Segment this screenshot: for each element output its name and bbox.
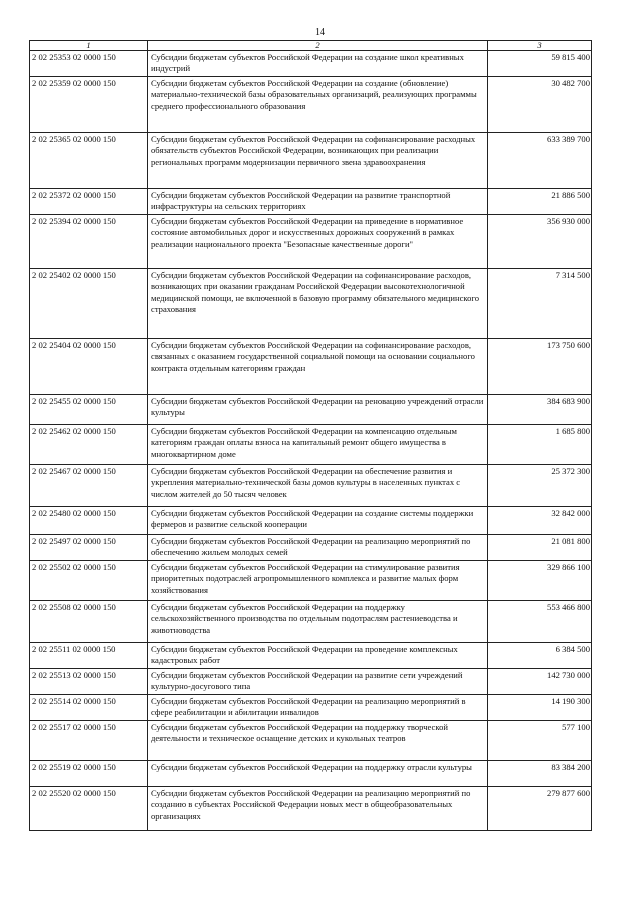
amount-cell: 633 389 700 bbox=[488, 133, 592, 189]
amount-cell: 329 866 100 bbox=[488, 561, 592, 601]
table-row bbox=[30, 643, 592, 669]
amount-cell: 577 100 bbox=[488, 721, 592, 761]
amount-cell: 21 886 500 bbox=[488, 189, 592, 215]
code-cell: 2 02 25455 02 0000 150 bbox=[30, 395, 148, 425]
code-cell: 2 02 25513 02 0000 150 bbox=[30, 669, 148, 695]
name-cell: Субсидии бюджетам субъектов Российской Федерации на реализацию мероприятий по созданию в субъектах Российской Федерации новых мест в общеобразовательных организациях bbox=[148, 787, 488, 831]
table-row bbox=[30, 561, 592, 601]
name-cell: Субсидии бюджетам субъектов Российской Федерации на создание (обновление) материально-технической базы образовательных организаций, реализующих программы среднего профессионального образования bbox=[148, 77, 488, 133]
header-row bbox=[30, 41, 592, 51]
name-cell: Субсидии бюджетам субъектов Российской Федерации на софинансирование расходов, возникающих при оказании гражданам Российской Федерации высокотехнологичной медицинской помощи, не включенной в базовую программу обязательного медицинского страхования bbox=[148, 269, 488, 339]
table-row bbox=[30, 695, 592, 721]
page-number: 14 bbox=[315, 27, 325, 38]
code-cell: 2 02 25404 02 0000 150 bbox=[30, 339, 148, 395]
table-row bbox=[30, 133, 592, 189]
name-cell: Субсидии бюджетам субъектов Российской Федерации на проведение комплексных кадастровых работ bbox=[148, 643, 488, 669]
amount-cell: 384 683 900 bbox=[488, 395, 592, 425]
name-cell: Субсидии бюджетам субъектов Российской Федерации на реализацию мероприятий в сфере реабилитации и абилитации инвалидов bbox=[148, 695, 488, 721]
code-cell: 2 02 25372 02 0000 150 bbox=[30, 189, 148, 215]
name-cell: Субсидии бюджетам субъектов Российской Федерации на софинансирование расходов, связанных с оказанием государственной социальной помощи на основании социального контракта отдельным категориям граждан bbox=[148, 339, 488, 395]
name-cell: Субсидии бюджетам субъектов Российской Федерации на стимулирование развития приоритетных подотраслей агропромышленного комплекса и развитие малых форм хозяйствования bbox=[148, 561, 488, 601]
code-cell: 2 02 25462 02 0000 150 bbox=[30, 425, 148, 465]
table-row bbox=[30, 215, 592, 269]
table-row bbox=[30, 339, 592, 395]
code-cell: 2 02 25497 02 0000 150 bbox=[30, 535, 148, 561]
amount-cell: 1 685 800 bbox=[488, 425, 592, 465]
amount-cell: 173 750 600 bbox=[488, 339, 592, 395]
code-cell: 2 02 25365 02 0000 150 bbox=[30, 133, 148, 189]
table-row bbox=[30, 761, 592, 787]
code-cell: 2 02 25402 02 0000 150 bbox=[30, 269, 148, 339]
amount-cell: 83 384 200 bbox=[488, 761, 592, 787]
table-row bbox=[30, 787, 592, 831]
name-cell: Субсидии бюджетам субъектов Российской Федерации на приведение в нормативное состояние автомобильных дорог и искусственных дорожных сооружений в рамках реализации национального проекта "Безопасные качественные дороги" bbox=[148, 215, 488, 269]
column-header-amount: 3 bbox=[488, 41, 592, 51]
table-row bbox=[30, 425, 592, 465]
table-row bbox=[30, 721, 592, 761]
amount-cell: 142 730 000 bbox=[488, 669, 592, 695]
code-cell: 2 02 25467 02 0000 150 bbox=[30, 465, 148, 507]
code-cell: 2 02 25520 02 0000 150 bbox=[30, 787, 148, 831]
column-header-code: 1 bbox=[30, 41, 148, 51]
code-cell: 2 02 25511 02 0000 150 bbox=[30, 643, 148, 669]
code-cell: 2 02 25353 02 0000 150 bbox=[30, 51, 148, 77]
name-cell: Субсидии бюджетам субъектов Российской Федерации на развитие транспортной инфраструктуры на сельских территориях bbox=[148, 189, 488, 215]
code-cell: 2 02 25508 02 0000 150 bbox=[30, 601, 148, 643]
code-cell: 2 02 25480 02 0000 150 bbox=[30, 507, 148, 535]
table-row bbox=[30, 669, 592, 695]
code-cell: 2 02 25502 02 0000 150 bbox=[30, 561, 148, 601]
code-cell: 2 02 25517 02 0000 150 bbox=[30, 721, 148, 761]
name-cell: Субсидии бюджетам субъектов Российской Федерации на создание системы поддержки фермеров и развитие сельской кооперации bbox=[148, 507, 488, 535]
name-cell: Субсидии бюджетам субъектов Российской Федерации на поддержку творческой деятельности и техническое оснащение детских и кукольных театров bbox=[148, 721, 488, 761]
table-row bbox=[30, 601, 592, 643]
name-cell: Субсидии бюджетам субъектов Российской Федерации на реализацию мероприятий по обеспечению жильем молодых семей bbox=[148, 535, 488, 561]
table-row bbox=[30, 51, 592, 77]
amount-cell: 59 815 400 bbox=[488, 51, 592, 77]
name-cell: Субсидии бюджетам субъектов Российской Федерации на обеспечение развития и укрепления материально-технической базы домов культуры в населенных пунктах с числом жителей до 50 тысяч человек bbox=[148, 465, 488, 507]
name-cell: Субсидии бюджетам субъектов Российской Федерации на поддержку сельскохозяйственного производства по отдельным подотраслям растениеводства и животноводства bbox=[148, 601, 488, 643]
name-cell: Субсидии бюджетам субъектов Российской Федерации на реновацию учреждений отрасли культуры bbox=[148, 395, 488, 425]
amount-cell: 6 384 500 bbox=[488, 643, 592, 669]
amount-cell: 32 842 000 bbox=[488, 507, 592, 535]
table-row bbox=[30, 507, 592, 535]
name-cell: Субсидии бюджетам субъектов Российской Федерации на компенсацию отдельным категориям граждан оплаты взноса на капитальный ремонт общего имущества в многоквартирном доме bbox=[148, 425, 488, 465]
code-cell: 2 02 25519 02 0000 150 bbox=[30, 761, 148, 787]
amount-cell: 21 081 800 bbox=[488, 535, 592, 561]
name-cell: Субсидии бюджетам субъектов Российской Федерации на развитие сети учреждений культурно-досугового типа bbox=[148, 669, 488, 695]
amount-cell: 25 372 300 bbox=[488, 465, 592, 507]
name-cell: Субсидии бюджетам субъектов Российской Федерации на софинансирование расходных обязательств субъектов Российской Федерации, возникающих при реализации региональных программ модернизации первичного звена здравоохранения bbox=[148, 133, 488, 189]
table-row bbox=[30, 465, 592, 507]
name-cell: Субсидии бюджетам субъектов Российской Федерации на создание школ креативных индустрий bbox=[148, 51, 488, 77]
name-cell: Субсидии бюджетам субъектов Российской Федерации на поддержку отрасли культуры bbox=[148, 761, 488, 787]
code-cell: 2 02 25359 02 0000 150 bbox=[30, 77, 148, 133]
table-row bbox=[30, 77, 592, 133]
code-cell: 2 02 25514 02 0000 150 bbox=[30, 695, 148, 721]
budget-table bbox=[29, 40, 592, 831]
column-header-name: 2 bbox=[148, 41, 488, 51]
amount-cell: 356 930 000 bbox=[488, 215, 592, 269]
table-row bbox=[30, 535, 592, 561]
amount-cell: 14 190 300 bbox=[488, 695, 592, 721]
table-row bbox=[30, 269, 592, 339]
amount-cell: 279 877 600 bbox=[488, 787, 592, 831]
table-row bbox=[30, 189, 592, 215]
amount-cell: 7 314 500 bbox=[488, 269, 592, 339]
amount-cell: 30 482 700 bbox=[488, 77, 592, 133]
code-cell: 2 02 25394 02 0000 150 bbox=[30, 215, 148, 269]
amount-cell: 553 466 800 bbox=[488, 601, 592, 643]
table-row bbox=[30, 395, 592, 425]
